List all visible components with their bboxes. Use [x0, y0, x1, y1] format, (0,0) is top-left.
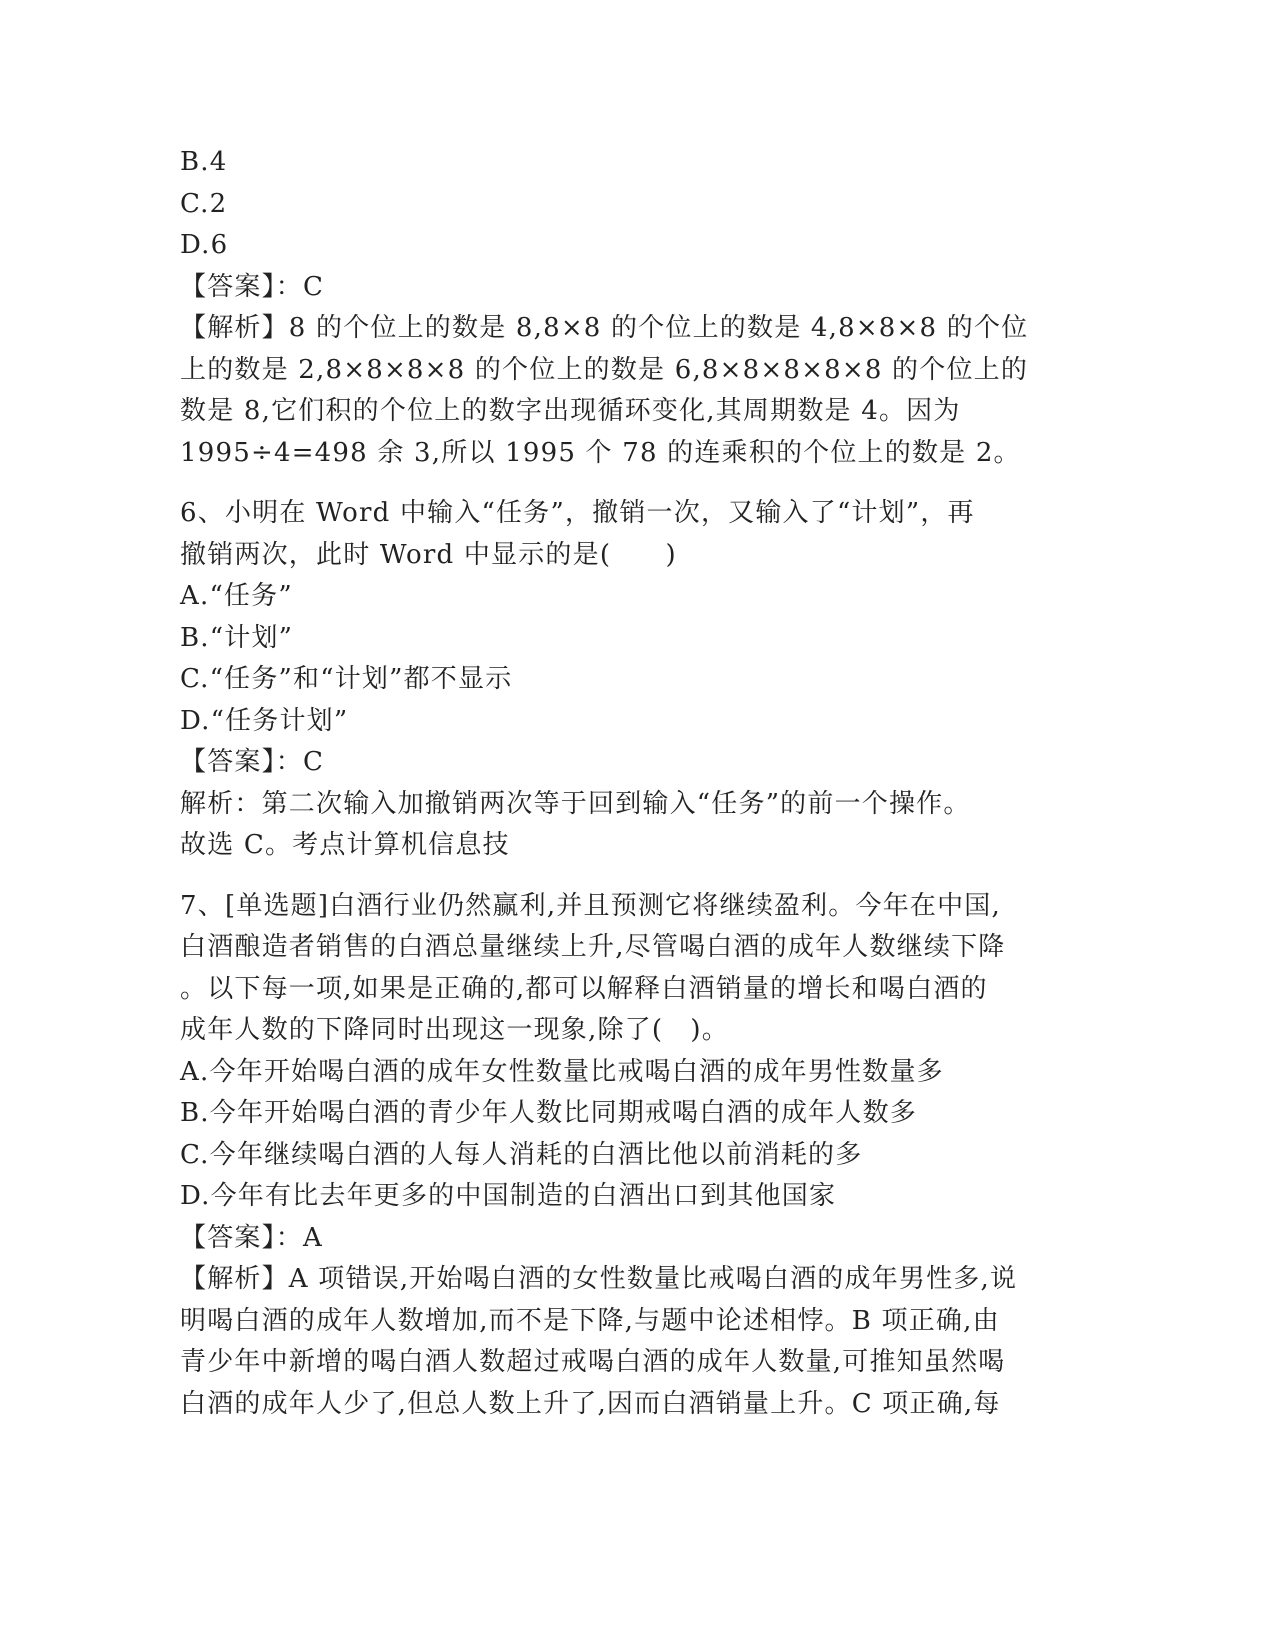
- question-5-block: [180, 142, 1050, 474]
- analysis-line: 故选 C。考点计算机信息技: [180, 830, 510, 860]
- question-7-block: [180, 886, 1050, 1426]
- option-c: C.2: [180, 188, 228, 219]
- analysis-line: 解析：第二次输入加撤销两次等于回到输入“任务”的前一个操作。: [180, 788, 971, 819]
- question-6-block: [180, 493, 1050, 867]
- option-b: B.4: [180, 147, 228, 177]
- answer-line: 【答案】：A: [180, 1222, 323, 1253]
- option-d: D.今年有比去年更多的中国制造的白酒出口到其他国家: [180, 1181, 837, 1211]
- question-stem-line: 6、小明在 Word 中输入“任务”，撤销一次，又输入了“计划”，再: [180, 498, 975, 528]
- option-b: B.今年开始喝白酒的青少年人数比同期戒喝白酒的成年人数多: [180, 1098, 917, 1128]
- option-a: A.“任务”: [180, 581, 293, 611]
- option-a: A.今年开始喝白酒的成年女性数量比戒喝白酒的成年男性数量多: [180, 1056, 944, 1087]
- analysis-line: 【解析】8 的个位上的数是 8,8×8 的个位上的数是 4,8×8×8 的个位: [180, 313, 1029, 343]
- answer-line: 【答案】：C: [180, 271, 325, 302]
- question-stem-line: 。以下每一项,如果是正确的,都可以解释白酒销量的增长和喝白酒的: [180, 973, 988, 1004]
- analysis-line: 白酒的成年人少了,但总人数上升了,因而白酒销量上升。C 项正确,每: [180, 1388, 1001, 1419]
- document-page: [180, 142, 1050, 1425]
- option-b: B.“计划”: [180, 622, 294, 653]
- question-stem-line: 成年人数的下降同时出现这一现象,除了( )。: [180, 1015, 729, 1045]
- analysis-line: 数是 8,它们积的个位上的数字出现循环变化,其周期数是 4。因为: [180, 396, 961, 426]
- analysis-line: 明喝白酒的成年人数增加,而不是下降,与题中论述相悖。B 项正确,由: [180, 1305, 1000, 1336]
- analysis-line: 1995÷4=498 余 3,所以 1995 个 78 的连乘积的个位上的数是 2。: [180, 437, 1021, 468]
- analysis-line: 上的数是 2,8×8×8×8 的个位上的数是 6,8×8×8×8×8 的个位上的: [180, 354, 1029, 385]
- answer-line: 【答案】：C: [180, 747, 325, 777]
- analysis-line: 青少年中新增的喝白酒人数超过戒喝白酒的成年人数量,可推知虽然喝: [180, 1347, 1006, 1377]
- option-d: D.“任务计划”: [180, 705, 349, 736]
- option-c: C.今年继续喝白酒的人每人消耗的白酒比他以前消耗的多: [180, 1139, 863, 1170]
- question-stem-line: 撤销两次，此时 Word 中显示的是( ): [180, 539, 677, 570]
- option-c: C.“任务”和“计划”都不显示: [180, 664, 513, 694]
- option-d: D.6: [180, 230, 229, 260]
- question-stem-line: 白酒酿造者销售的白酒总量继续上升,尽管喝白酒的成年人数继续下降: [180, 932, 1006, 962]
- analysis-line: 【解析】A 项错误,开始喝白酒的女性数量比戒喝白酒的成年男性多,说: [180, 1264, 1018, 1294]
- question-stem-line: 7、[单选题]白酒行业仍然赢利,并且预测它将继续盈利。今年在中国,: [180, 890, 1001, 921]
